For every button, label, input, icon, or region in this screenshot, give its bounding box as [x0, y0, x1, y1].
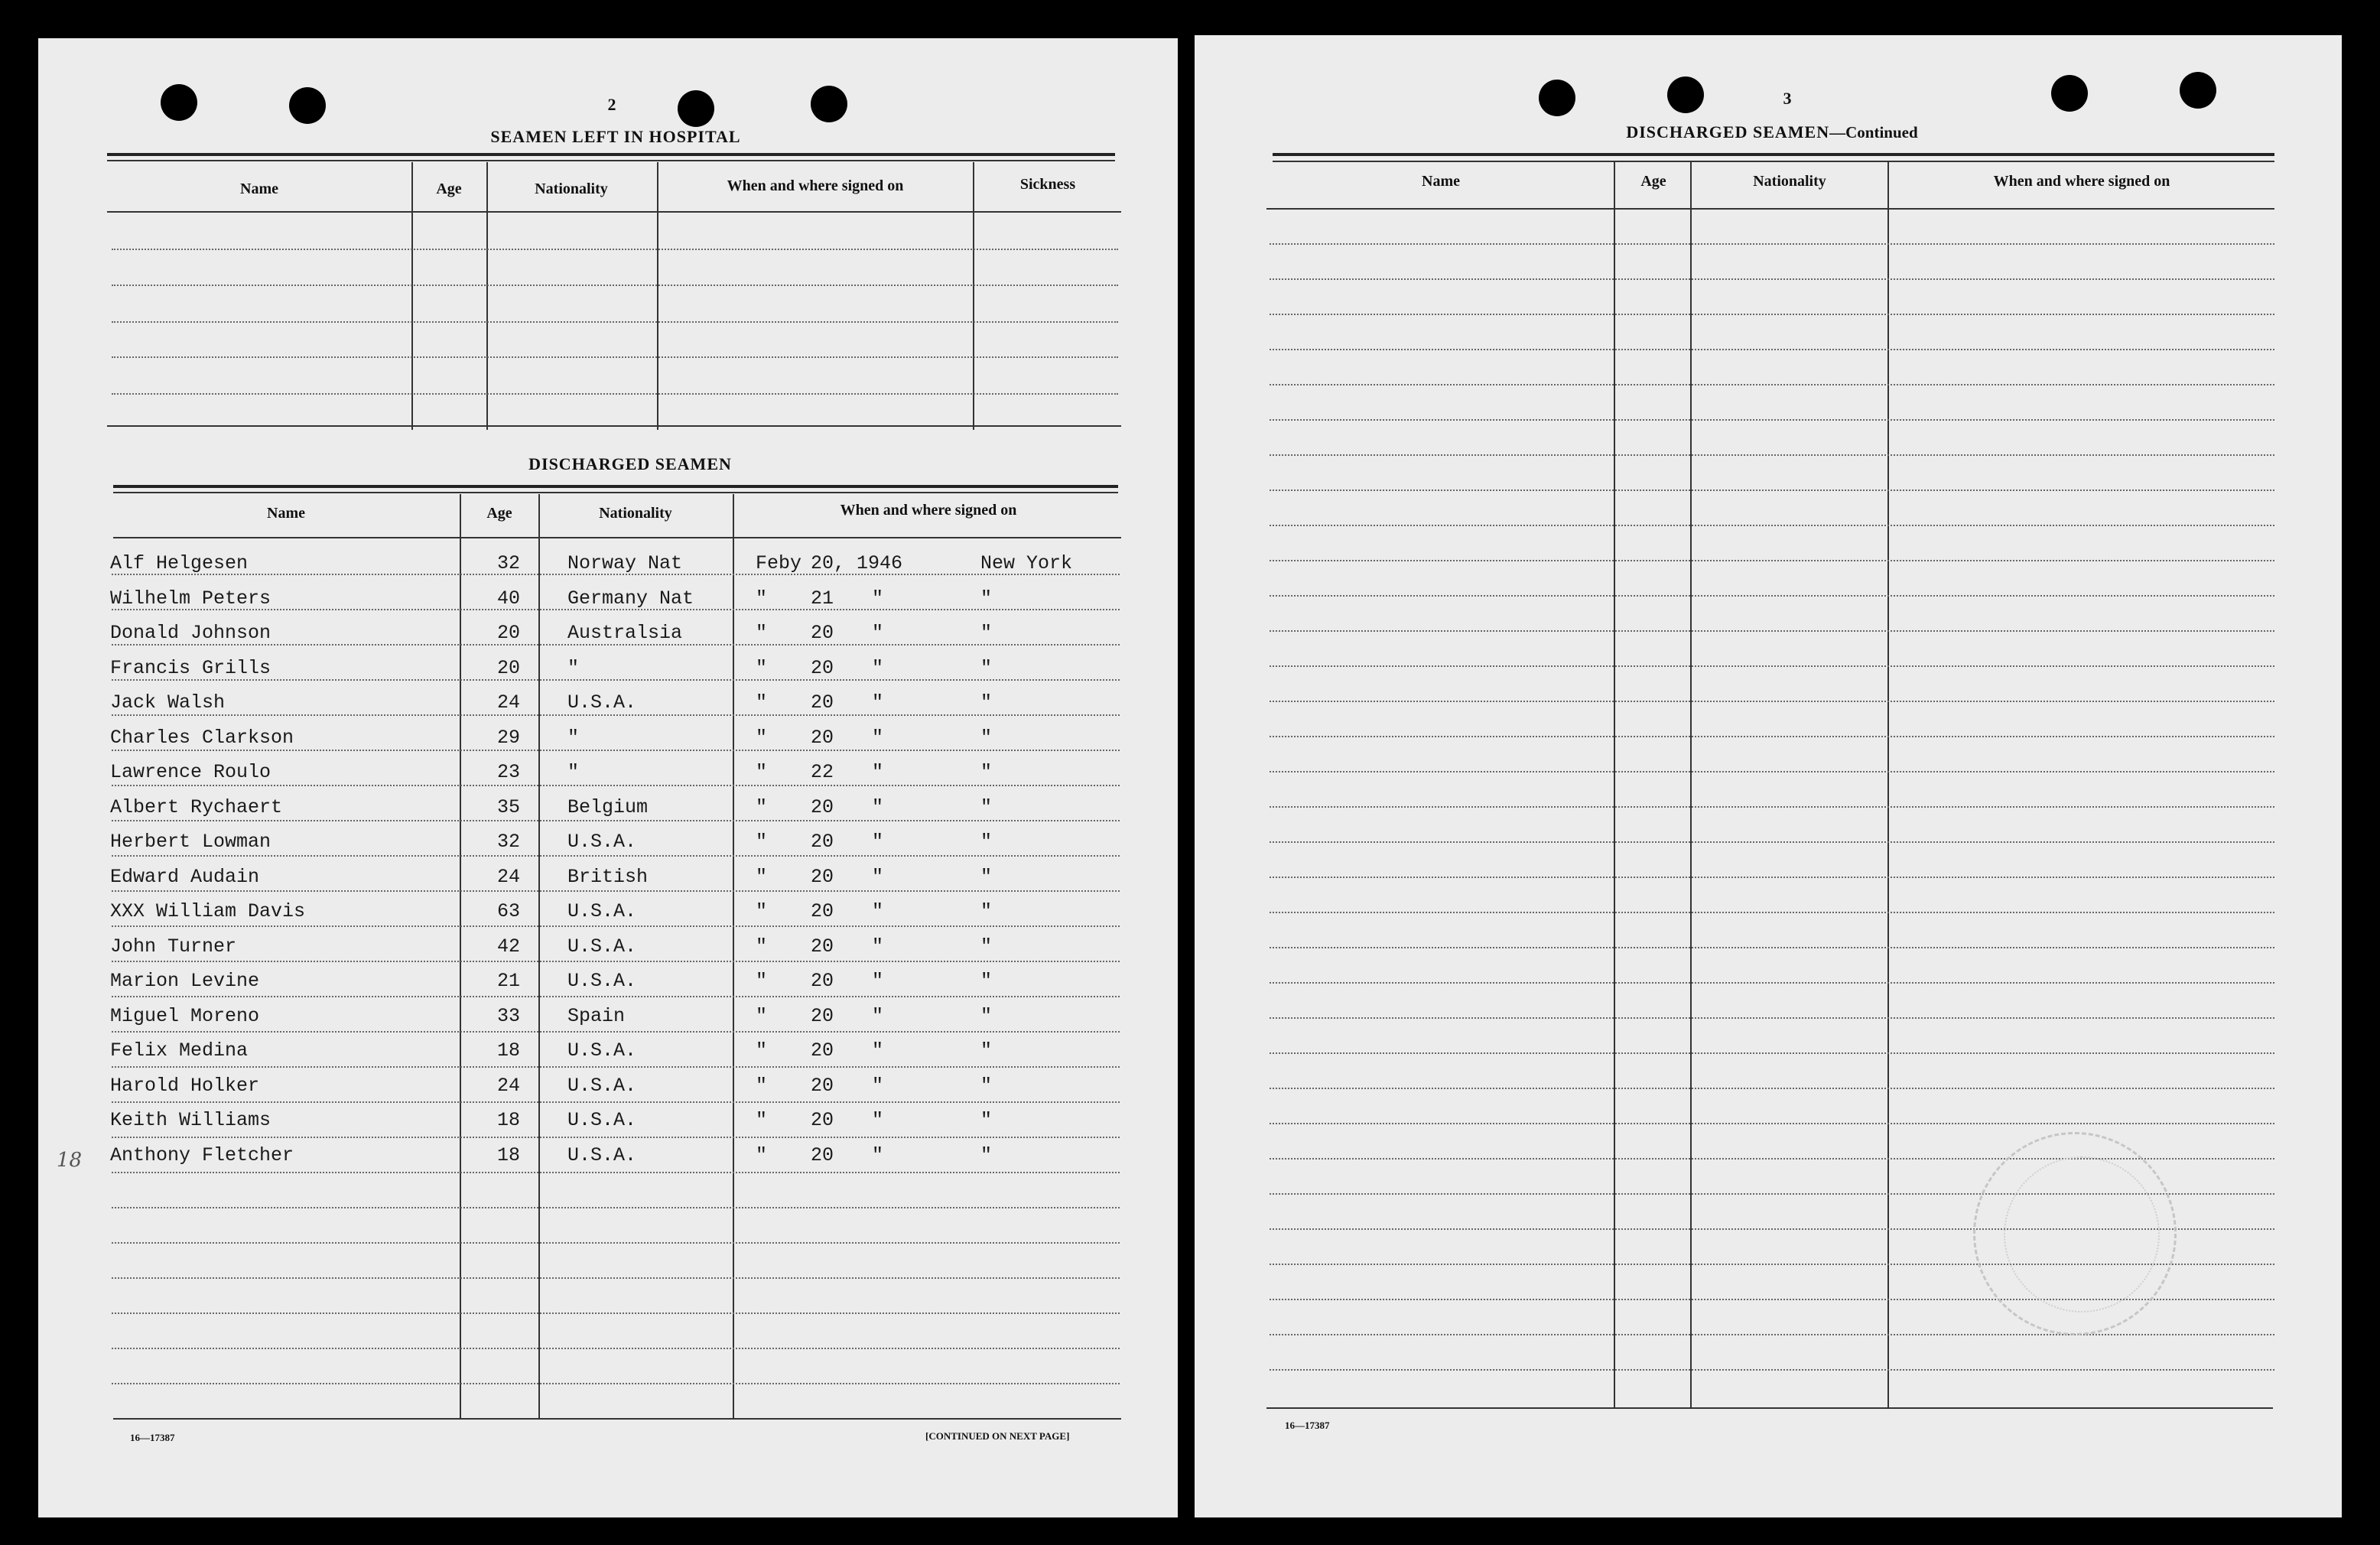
seaman-name: Marion Levine — [110, 970, 260, 992]
punch-hole — [678, 90, 714, 127]
ruled-line — [1270, 665, 2274, 667]
signed-on-ditto: " — [872, 970, 884, 992]
signed-on-month: " — [756, 796, 768, 818]
column-header-name: Name — [240, 181, 278, 197]
discharged-section-title: DISCHARGED SEAMEN — [528, 454, 732, 473]
signed-on-place: " — [980, 761, 993, 783]
ruled-line — [112, 679, 1120, 681]
table-rule — [113, 485, 1118, 488]
seaman-name: Edward Audain — [110, 866, 260, 888]
seaman-nationality: U.S.A. — [567, 935, 637, 958]
seaman-nationality: " — [567, 761, 580, 783]
right-page — [1195, 35, 2342, 1517]
ruled-line — [112, 750, 1120, 751]
signed-on-month: " — [756, 622, 768, 644]
ruled-line — [1270, 1123, 2274, 1124]
table-rule — [1273, 161, 2274, 162]
signed-on-ditto: " — [872, 1144, 884, 1166]
table-rule — [107, 425, 1121, 427]
punch-hole — [161, 84, 197, 121]
column-header-name: Name — [1422, 173, 1460, 190]
signed-on-month: " — [756, 1039, 768, 1062]
seaman-name: Anthony Fletcher — [110, 1144, 294, 1166]
ruled-line — [1270, 1369, 2274, 1371]
ruled-line — [112, 1383, 1120, 1384]
column-header-age: Age — [1640, 173, 1666, 190]
table-rule — [113, 537, 1121, 538]
signed-on-day: 20 — [811, 657, 834, 679]
ruled-line — [112, 356, 1118, 358]
signed-on-day: 20 — [811, 796, 834, 818]
signed-on-day: 20, 1946 — [811, 552, 903, 574]
signed-on-month: " — [756, 691, 768, 714]
signed-on-ditto: " — [872, 761, 884, 783]
signed-on-day: 20 — [811, 1109, 834, 1131]
seaman-age: 63 — [497, 900, 521, 922]
signed-on-ditto: " — [872, 935, 884, 958]
seaman-name: Herbert Lowman — [110, 831, 271, 853]
signed-on-ditto: " — [872, 796, 884, 818]
column-divider — [973, 162, 974, 430]
table-rule — [107, 153, 1115, 156]
ruled-line — [112, 714, 1120, 716]
signed-on-place: " — [980, 970, 993, 992]
punch-hole — [1667, 76, 1704, 113]
table-rule — [1273, 153, 2274, 156]
punch-hole — [2180, 72, 2216, 109]
seaman-age: 32 — [497, 552, 521, 574]
seaman-name: Jack Walsh — [110, 691, 226, 714]
title-suffix: —Continued — [1829, 123, 1918, 141]
signed-on-day: 21 — [811, 587, 834, 610]
ruled-line — [112, 1348, 1120, 1349]
ruled-line — [1270, 1017, 2274, 1019]
signed-on-place: " — [980, 1075, 993, 1097]
signed-on-ditto: " — [872, 1005, 884, 1027]
signed-on-place: " — [980, 587, 993, 610]
signed-on-ditto: " — [872, 831, 884, 853]
seaman-name: John Turner — [110, 935, 237, 958]
discharged-continued-title — [1626, 122, 1917, 142]
signed-on-day: 20 — [811, 1005, 834, 1027]
column-header-nationality: Nationality — [1753, 173, 1826, 190]
signed-on-month: " — [756, 970, 768, 992]
seaman-nationality: U.S.A. — [567, 900, 637, 922]
ruled-line — [1270, 877, 2274, 878]
seaman-name: XXX William Davis — [110, 900, 306, 922]
column-header-name: Name — [267, 505, 305, 522]
column-divider — [733, 494, 734, 1420]
signed-on-place: " — [980, 866, 993, 888]
column-divider — [538, 494, 540, 1420]
punch-hole — [289, 87, 326, 124]
signed-on-ditto: " — [872, 691, 884, 714]
signed-on-month: " — [756, 657, 768, 679]
seaman-nationality: Germany Nat — [567, 587, 694, 610]
ruled-line — [1270, 736, 2274, 737]
column-header-signed-on: When and where signed on — [840, 502, 1017, 519]
ruled-line — [1270, 1088, 2274, 1089]
ruled-line — [1270, 1334, 2274, 1335]
seaman-name: Wilhelm Peters — [110, 587, 271, 610]
column-header-age: Age — [436, 181, 462, 197]
seaman-name: Felix Medina — [110, 1039, 249, 1062]
column-divider — [657, 162, 658, 430]
ruled-line — [112, 1031, 1120, 1033]
ruled-line — [112, 1172, 1120, 1173]
signed-on-day: 20 — [811, 1039, 834, 1062]
seaman-age: 21 — [497, 970, 521, 992]
seaman-name: Francis Grills — [110, 657, 271, 679]
seaman-age: 32 — [497, 831, 521, 853]
ruled-line — [112, 890, 1120, 892]
seaman-age: 24 — [497, 1075, 521, 1097]
seaman-nationality: " — [567, 657, 580, 679]
seaman-age: 18 — [497, 1144, 521, 1166]
faded-stamp — [2004, 1156, 2160, 1312]
signed-on-place: " — [980, 622, 993, 644]
ruled-line — [112, 1277, 1120, 1279]
continued-note: [CONTINUED ON NEXT PAGE] — [925, 1430, 1070, 1442]
signed-on-place: " — [980, 1005, 993, 1027]
ruled-line — [112, 249, 1118, 250]
signed-on-day: 20 — [811, 622, 834, 644]
seaman-age: 20 — [497, 657, 521, 679]
signed-on-month: " — [756, 831, 768, 853]
table-rule — [113, 1418, 1121, 1420]
seaman-name: Albert Rychaert — [110, 796, 283, 818]
ruled-line — [112, 1242, 1120, 1244]
signed-on-day: 20 — [811, 1144, 834, 1166]
seaman-age: 20 — [497, 622, 521, 644]
ruled-line — [1270, 947, 2274, 948]
ruled-line — [112, 996, 1120, 997]
seaman-nationality: Belgium — [567, 796, 649, 818]
signed-on-place: " — [980, 935, 993, 958]
ruled-line — [1270, 701, 2274, 702]
signed-on-month: " — [756, 727, 768, 749]
ruled-line — [1270, 595, 2274, 597]
ruled-line — [112, 321, 1118, 323]
seaman-age: 18 — [497, 1039, 521, 1062]
seaman-name: Harold Holker — [110, 1075, 260, 1097]
signed-on-month: " — [756, 1005, 768, 1027]
hospital-section-title: SEAMEN LEFT IN HOSPITAL — [490, 127, 741, 146]
signed-on-place: " — [980, 900, 993, 922]
column-divider — [486, 162, 488, 430]
seaman-age: 33 — [497, 1005, 521, 1027]
signed-on-month: " — [756, 761, 768, 783]
seaman-age: 42 — [497, 935, 521, 958]
seaman-age: 35 — [497, 796, 521, 818]
seaman-nationality: U.S.A. — [567, 1144, 637, 1166]
ruled-line — [1270, 525, 2274, 526]
ruled-line — [1270, 419, 2274, 421]
signed-on-day: 20 — [811, 970, 834, 992]
ruled-line — [1270, 384, 2274, 385]
seaman-name: Charles Clarkson — [110, 727, 294, 749]
column-header-sickness: Sickness — [1019, 176, 1076, 193]
seaman-nationality: U.S.A. — [567, 970, 637, 992]
signed-on-month: " — [756, 935, 768, 958]
page-number: 3 — [1783, 89, 1792, 108]
signed-on-month: " — [756, 866, 768, 888]
ruled-line — [1270, 278, 2274, 280]
signed-on-day: 20 — [811, 727, 834, 749]
signed-on-day: 20 — [811, 866, 834, 888]
signed-on-place: " — [980, 831, 993, 853]
ruled-line — [112, 855, 1120, 857]
signed-on-place: " — [980, 1144, 993, 1166]
ruled-line — [1270, 806, 2274, 808]
ruled-line — [112, 820, 1120, 821]
signed-on-ditto: " — [872, 657, 884, 679]
ruled-line — [112, 1066, 1120, 1068]
table-rule — [1266, 1407, 2273, 1409]
seaman-nationality: Australsia — [567, 622, 683, 644]
ruled-line — [112, 1312, 1120, 1314]
signed-on-day: 20 — [811, 691, 834, 714]
ruled-line — [112, 925, 1120, 927]
signed-on-ditto: " — [872, 866, 884, 888]
signed-on-ditto: " — [872, 587, 884, 610]
seaman-nationality: U.S.A. — [567, 1039, 637, 1062]
signed-on-ditto: " — [872, 900, 884, 922]
signed-on-place: " — [980, 1109, 993, 1131]
punch-hole — [1539, 80, 1575, 116]
signed-on-month: Feby — [756, 552, 802, 574]
table-rule — [107, 160, 1115, 161]
column-header-nationality: Nationality — [535, 181, 608, 197]
seaman-nationality: Norway Nat — [567, 552, 683, 574]
form-number: 16—17387 — [1285, 1420, 1330, 1431]
ruled-line — [1270, 982, 2274, 984]
seaman-nationality: U.S.A. — [567, 1109, 637, 1131]
signed-on-ditto: " — [872, 1075, 884, 1097]
seaman-nationality: U.S.A. — [567, 691, 637, 714]
seaman-age: 24 — [497, 691, 521, 714]
signed-on-ditto: " — [872, 1039, 884, 1062]
seaman-age: 40 — [497, 587, 521, 610]
seaman-age: 18 — [497, 1109, 521, 1131]
ruled-line — [112, 785, 1120, 786]
seaman-nationality: British — [567, 866, 649, 888]
ruled-line — [112, 1101, 1120, 1103]
signed-on-place: New York — [980, 552, 1073, 574]
signed-on-month: " — [756, 1075, 768, 1097]
signed-on-month: " — [756, 587, 768, 610]
column-header-signed-on: When and where signed on — [1993, 173, 2170, 190]
column-divider — [460, 494, 461, 1420]
ruled-line — [1270, 490, 2274, 491]
ruled-line — [112, 285, 1118, 286]
table-rule — [113, 492, 1118, 493]
signed-on-day: 20 — [811, 935, 834, 958]
signed-on-month: " — [756, 900, 768, 922]
signed-on-ditto: " — [872, 1109, 884, 1131]
punch-hole — [2051, 75, 2088, 112]
ruled-line — [1270, 841, 2274, 843]
seaman-age: 29 — [497, 727, 521, 749]
seaman-age: 23 — [497, 761, 521, 783]
ruled-line — [112, 1207, 1120, 1208]
page-number: 2 — [607, 95, 616, 114]
signed-on-day: 20 — [811, 831, 834, 853]
ruled-line — [1270, 243, 2274, 245]
ruled-line — [1270, 630, 2274, 632]
signed-on-place: " — [980, 727, 993, 749]
seaman-age: 24 — [497, 866, 521, 888]
signed-on-day: 22 — [811, 761, 834, 783]
seaman-nationality: U.S.A. — [567, 1075, 637, 1097]
signed-on-place: " — [980, 796, 993, 818]
punch-hole — [811, 86, 847, 122]
ruled-line — [1270, 912, 2274, 913]
ruled-line — [1270, 560, 2274, 561]
signed-on-place: " — [980, 1039, 993, 1062]
title-main: DISCHARGED SEAMEN — [1626, 122, 1830, 141]
ruled-line — [1270, 771, 2274, 772]
ruled-line — [1270, 454, 2274, 456]
signed-on-ditto: " — [872, 727, 884, 749]
seaman-nationality: " — [567, 727, 580, 749]
ruled-line — [112, 1137, 1120, 1138]
seaman-name: Donald Johnson — [110, 622, 271, 644]
signed-on-day: 20 — [811, 1075, 834, 1097]
ruled-line — [1270, 314, 2274, 315]
signed-on-day: 20 — [811, 900, 834, 922]
seaman-nationality: U.S.A. — [567, 831, 637, 853]
ruled-line — [112, 644, 1120, 646]
ruled-line — [112, 961, 1120, 962]
signed-on-month: " — [756, 1109, 768, 1131]
ruled-line — [1270, 349, 2274, 350]
signed-on-place: " — [980, 691, 993, 714]
margin-note: 18 — [57, 1149, 83, 1172]
seaman-name: Miguel Moreno — [110, 1005, 260, 1027]
form-number: 16—17387 — [130, 1432, 175, 1443]
column-header-signed-on: When and where signed on — [727, 177, 904, 194]
seaman-name: Alf Helgesen — [110, 552, 249, 574]
signed-on-ditto: " — [872, 622, 884, 644]
signed-on-place: " — [980, 657, 993, 679]
seaman-name: Lawrence Roulo — [110, 761, 271, 783]
seaman-nationality: Spain — [567, 1005, 626, 1027]
ruled-line — [112, 393, 1118, 395]
table-rule — [1266, 208, 2274, 210]
signed-on-month: " — [756, 1144, 768, 1166]
column-divider — [411, 162, 413, 430]
ruled-line — [1270, 1052, 2274, 1054]
table-rule — [107, 211, 1121, 213]
seaman-name: Keith Williams — [110, 1109, 271, 1131]
column-header-age: Age — [486, 505, 512, 522]
column-header-nationality: Nationality — [599, 505, 672, 522]
